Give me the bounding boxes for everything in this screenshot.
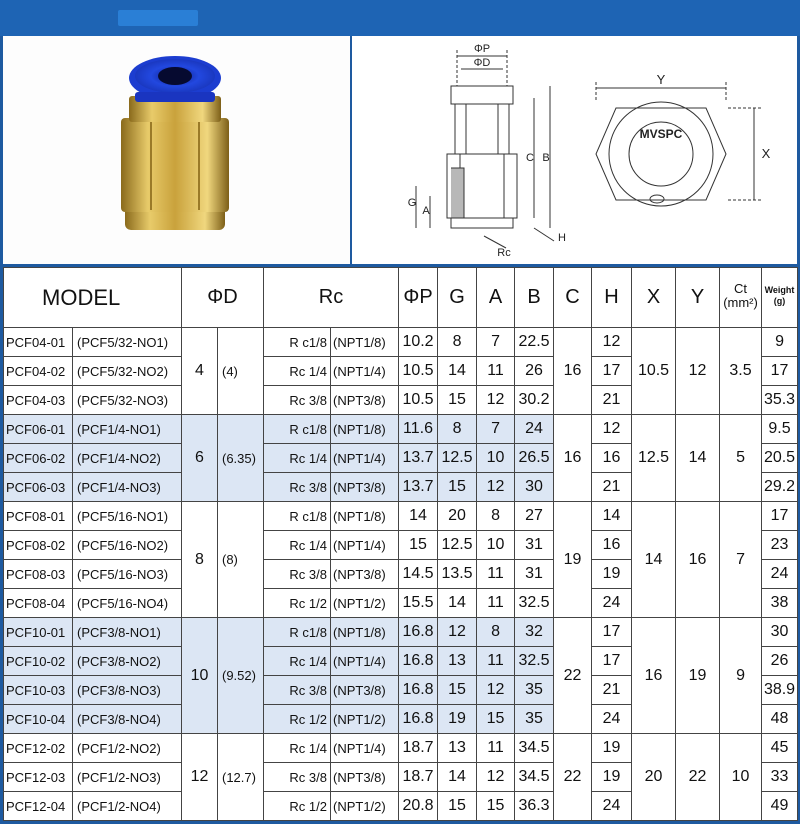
p-cell: 13.7: [399, 444, 438, 473]
table-row: [4, 618, 798, 647]
model-cell: PCF12-02: [4, 734, 73, 763]
p-cell: 10.5: [399, 386, 438, 415]
model-cell: PCF08-04: [4, 589, 73, 618]
p-cell: 16.8: [399, 705, 438, 734]
g-cell: 13: [438, 647, 477, 676]
a-cell: 11: [477, 734, 515, 763]
d-inch-cell: (12.7): [218, 734, 264, 821]
a-cell: 7: [477, 415, 515, 444]
rc-cell: Rc 1/2: [264, 792, 331, 821]
d-cell: 10: [182, 618, 218, 734]
b-cell: 34.5: [515, 734, 554, 763]
banner-tab: [118, 10, 198, 26]
header-row: [4, 268, 798, 328]
a-cell: 11: [477, 647, 515, 676]
b-cell: 27: [515, 502, 554, 531]
model-code-cell: (PCF5/32-NO1): [73, 328, 182, 357]
h-cell: 19: [592, 734, 632, 763]
p-cell: 10.5: [399, 357, 438, 386]
rc-cell: Rc 1/2: [264, 589, 331, 618]
fitting-photo-illustration: [3, 36, 352, 266]
col-ct-header: [720, 268, 762, 328]
b-cell: 26.5: [515, 444, 554, 473]
b-cell: 32: [515, 618, 554, 647]
ct-label: [723, 282, 758, 310]
dim-label-h: H: [558, 232, 566, 244]
dimension-drawing: [354, 36, 797, 266]
dim-label-x: X: [761, 146, 771, 161]
ct-cell: 3.5: [720, 328, 762, 415]
weight-cell: 49: [762, 792, 798, 821]
npt-cell: (NPT1/8): [331, 618, 399, 647]
g-cell: 20: [438, 502, 477, 531]
b-cell: 30: [515, 473, 554, 502]
h-cell: 17: [592, 618, 632, 647]
ct-label-unit: (mm²): [723, 295, 758, 310]
weight-label: [765, 285, 795, 307]
p-cell: 16.8: [399, 647, 438, 676]
p-cell: 16.8: [399, 618, 438, 647]
weight-cell: 23: [762, 531, 798, 560]
rc-cell: R c1/8: [264, 328, 331, 357]
c-cell: 19: [554, 502, 592, 618]
col-y-header: Y: [676, 268, 720, 328]
c-cell: 22: [554, 618, 592, 734]
weight-cell: 17: [762, 357, 798, 386]
npt-cell: (NPT1/8): [331, 502, 399, 531]
p-cell: 14: [399, 502, 438, 531]
model-cell: PCF12-03: [4, 763, 73, 792]
weight-cell: 35.3: [762, 386, 798, 415]
b-cell: 30.2: [515, 386, 554, 415]
dim-label-c: C: [526, 152, 534, 164]
table-row: [4, 415, 798, 444]
ct-cell: 7: [720, 502, 762, 618]
fitting-hex-body: [121, 118, 229, 212]
b-cell: 35: [515, 676, 554, 705]
table-row: [4, 328, 798, 357]
rc-cell: Rc 1/4: [264, 357, 331, 386]
b-cell: 34.5: [515, 763, 554, 792]
a-cell: 8: [477, 502, 515, 531]
a-cell: 12: [477, 473, 515, 502]
npt-cell: (NPT3/8): [331, 560, 399, 589]
dim-label-p: ΦP: [473, 43, 491, 55]
h-cell: 24: [592, 705, 632, 734]
a-cell: 15: [477, 705, 515, 734]
model-code-cell: (PCF1/4-NO2): [73, 444, 182, 473]
g-cell: 14: [438, 589, 477, 618]
c-cell: 22: [554, 734, 592, 821]
x-cell: 12.5: [632, 415, 676, 502]
d-inch-cell: (8): [218, 502, 264, 618]
y-cell: 12: [676, 328, 720, 415]
col-x-header: X: [632, 268, 676, 328]
rc-cell: R c1/8: [264, 618, 331, 647]
p-cell: 15: [399, 531, 438, 560]
col-rc-header: Rc: [264, 268, 399, 328]
model-code-cell: (PCF1/2-NO3): [73, 763, 182, 792]
npt-cell: (NPT1/2): [331, 705, 399, 734]
weight-label-top: Weight: [764, 285, 795, 295]
h-cell: 21: [592, 386, 632, 415]
h-cell: 17: [592, 647, 632, 676]
rc-cell: R c1/8: [264, 502, 331, 531]
col-a-header: A: [477, 268, 515, 328]
model-code-cell: (PCF5/32-NO2): [73, 357, 182, 386]
col-d-header: ΦD: [182, 268, 264, 328]
model-code-cell: (PCF3/8-NO1): [73, 618, 182, 647]
h-cell: 12: [592, 415, 632, 444]
x-cell: 10.5: [632, 328, 676, 415]
g-cell: 8: [438, 328, 477, 357]
ct-cell: 10: [720, 734, 762, 821]
p-cell: 18.7: [399, 734, 438, 763]
d-cell: 6: [182, 415, 218, 502]
x-cell: 14: [632, 502, 676, 618]
g-cell: 12.5: [438, 444, 477, 473]
y-cell: 14: [676, 415, 720, 502]
dim-label-rc: Rc: [497, 247, 511, 259]
npt-cell: (NPT3/8): [331, 676, 399, 705]
model-code-cell: (PCF5/16-NO2): [73, 531, 182, 560]
model-code-cell: (PCF3/8-NO4): [73, 705, 182, 734]
npt-cell: (NPT3/8): [331, 473, 399, 502]
g-cell: 13: [438, 734, 477, 763]
b-cell: 36.3: [515, 792, 554, 821]
y-cell: 19: [676, 618, 720, 734]
model-cell: PCF04-01: [4, 328, 73, 357]
col-h-header: H: [592, 268, 632, 328]
col-p-header: ΦP: [399, 268, 438, 328]
ct-label-top: Ct: [734, 281, 748, 296]
model-cell: PCF12-04: [4, 792, 73, 821]
spec-table-body: [4, 328, 798, 821]
model-cell: PCF06-01: [4, 415, 73, 444]
model-cell: PCF06-03: [4, 473, 73, 502]
product-photo: [3, 36, 352, 266]
d-inch-cell: (9.52): [218, 618, 264, 734]
h-cell: 19: [592, 560, 632, 589]
col-g-header: G: [438, 268, 477, 328]
h-cell: 24: [592, 792, 632, 821]
g-cell: 15: [438, 676, 477, 705]
npt-cell: (NPT3/8): [331, 386, 399, 415]
weight-cell: 9: [762, 328, 798, 357]
col-b-header: B: [515, 268, 554, 328]
g-cell: 15: [438, 473, 477, 502]
dim-label-a: A: [422, 205, 430, 217]
h-cell: 19: [592, 763, 632, 792]
g-cell: 12.5: [438, 531, 477, 560]
rc-cell: Rc 1/4: [264, 647, 331, 676]
model-code-cell: (PCF5/16-NO3): [73, 560, 182, 589]
model-cell: PCF08-03: [4, 560, 73, 589]
weight-cell: 17: [762, 502, 798, 531]
model-cell: PCF08-01: [4, 502, 73, 531]
y-cell: 16: [676, 502, 720, 618]
g-cell: 13.5: [438, 560, 477, 589]
weight-cell: 29.2: [762, 473, 798, 502]
model-code-cell: (PCF1/2-NO4): [73, 792, 182, 821]
table-row: [4, 734, 798, 763]
npt-cell: (NPT1/8): [331, 328, 399, 357]
p-cell: 18.7: [399, 763, 438, 792]
model-code-cell: (PCF1/4-NO3): [73, 473, 182, 502]
b-cell: 31: [515, 560, 554, 589]
weight-cell: 24: [762, 560, 798, 589]
p-cell: 11.6: [399, 415, 438, 444]
h-cell: 17: [592, 357, 632, 386]
g-cell: 15: [438, 792, 477, 821]
h-cell: 16: [592, 444, 632, 473]
dim-label-g: G: [407, 197, 417, 209]
b-cell: 31: [515, 531, 554, 560]
b-cell: 32.5: [515, 589, 554, 618]
a-cell: 8: [477, 618, 515, 647]
b-cell: 32.5: [515, 647, 554, 676]
p-cell: 13.7: [399, 473, 438, 502]
image-row: [3, 36, 797, 266]
npt-cell: (NPT1/4): [331, 531, 399, 560]
rc-cell: Rc 1/2: [264, 705, 331, 734]
npt-cell: (NPT1/4): [331, 357, 399, 386]
a-cell: 12: [477, 763, 515, 792]
x-cell: 16: [632, 618, 676, 734]
brand-stamp: MVSPC: [639, 127, 683, 141]
a-cell: 11: [477, 560, 515, 589]
technical-drawing: [354, 36, 797, 266]
rc-cell: Rc 1/4: [264, 531, 331, 560]
rc-cell: Rc 1/4: [264, 444, 331, 473]
g-cell: 12: [438, 618, 477, 647]
rc-cell: Rc 3/8: [264, 676, 331, 705]
d-inch-cell: (6.35): [218, 415, 264, 502]
npt-cell: (NPT3/8): [331, 763, 399, 792]
model-code-cell: (PCF1/4-NO1): [73, 415, 182, 444]
npt-cell: (NPT1/8): [331, 415, 399, 444]
dim-label-d: ΦD: [473, 57, 491, 69]
g-cell: 19: [438, 705, 477, 734]
model-cell: PCF10-01: [4, 618, 73, 647]
a-cell: 7: [477, 328, 515, 357]
h-cell: 21: [592, 676, 632, 705]
a-cell: 10: [477, 444, 515, 473]
rc-cell: Rc 3/8: [264, 386, 331, 415]
model-code-cell: (PCF1/2-NO2): [73, 734, 182, 763]
model-cell: PCF04-03: [4, 386, 73, 415]
h-cell: 24: [592, 589, 632, 618]
weight-cell: 9.5: [762, 415, 798, 444]
b-cell: 35: [515, 705, 554, 734]
g-cell: 14: [438, 357, 477, 386]
h-cell: 12: [592, 328, 632, 357]
col-c-header: C: [554, 268, 592, 328]
model-code-cell: (PCF3/8-NO2): [73, 647, 182, 676]
weight-cell: 33: [762, 763, 798, 792]
rc-cell: Rc 3/8: [264, 560, 331, 589]
table-row: [4, 502, 798, 531]
d-cell: 4: [182, 328, 218, 415]
weight-cell: 30: [762, 618, 798, 647]
spec-table: [3, 267, 798, 821]
rc-cell: Rc 3/8: [264, 763, 331, 792]
weight-cell: 38: [762, 589, 798, 618]
top-banner: [0, 0, 800, 36]
c-cell: 16: [554, 328, 592, 415]
model-cell: PCF04-02: [4, 357, 73, 386]
ct-cell: 5: [720, 415, 762, 502]
rc-cell: R c1/8: [264, 415, 331, 444]
p-cell: 10.2: [399, 328, 438, 357]
dim-label-b: B: [542, 152, 550, 164]
d-inch-cell: (4): [218, 328, 264, 415]
weight-cell: 45: [762, 734, 798, 763]
weight-cell: 26: [762, 647, 798, 676]
model-code-cell: (PCF3/8-NO3): [73, 676, 182, 705]
npt-cell: (NPT1/4): [331, 444, 399, 473]
col-model-header: MODEL: [4, 268, 182, 328]
npt-cell: (NPT1/4): [331, 647, 399, 676]
npt-cell: (NPT1/2): [331, 589, 399, 618]
a-cell: 11: [477, 357, 515, 386]
npt-cell: (NPT1/2): [331, 792, 399, 821]
g-cell: 8: [438, 415, 477, 444]
dim-label-y: Y: [656, 72, 666, 87]
rc-cell: Rc 3/8: [264, 473, 331, 502]
npt-cell: (NPT1/4): [331, 734, 399, 763]
model-code-cell: (PCF5/16-NO4): [73, 589, 182, 618]
h-cell: 14: [592, 502, 632, 531]
h-cell: 21: [592, 473, 632, 502]
model-cell: PCF10-02: [4, 647, 73, 676]
b-cell: 24: [515, 415, 554, 444]
p-cell: 16.8: [399, 676, 438, 705]
y-cell: 22: [676, 734, 720, 821]
p-cell: 14.5: [399, 560, 438, 589]
a-cell: 10: [477, 531, 515, 560]
weight-cell: 38.9: [762, 676, 798, 705]
ct-cell: 9: [720, 618, 762, 734]
a-cell: 12: [477, 386, 515, 415]
b-cell: 26: [515, 357, 554, 386]
a-cell: 11: [477, 589, 515, 618]
b-cell: 22.5: [515, 328, 554, 357]
model-code-cell: (PCF5/32-NO3): [73, 386, 182, 415]
g-cell: 15: [438, 386, 477, 415]
model-cell: PCF10-04: [4, 705, 73, 734]
weight-label-unit: (g): [773, 296, 786, 306]
model-cell: PCF10-03: [4, 676, 73, 705]
g-cell: 14: [438, 763, 477, 792]
model-cell: PCF06-02: [4, 444, 73, 473]
a-cell: 12: [477, 676, 515, 705]
rc-cell: Rc 1/4: [264, 734, 331, 763]
a-cell: 15: [477, 792, 515, 821]
p-cell: 20.8: [399, 792, 438, 821]
c-cell: 16: [554, 415, 592, 502]
weight-cell: 20.5: [762, 444, 798, 473]
weight-cell: 48: [762, 705, 798, 734]
col-weight-header: [762, 268, 798, 328]
model-code-cell: (PCF5/16-NO1): [73, 502, 182, 531]
model-cell: PCF08-02: [4, 531, 73, 560]
x-cell: 20: [632, 734, 676, 821]
d-cell: 8: [182, 502, 218, 618]
p-cell: 15.5: [399, 589, 438, 618]
fitting-tube-port: [158, 67, 192, 85]
h-cell: 16: [592, 531, 632, 560]
d-cell: 12: [182, 734, 218, 821]
